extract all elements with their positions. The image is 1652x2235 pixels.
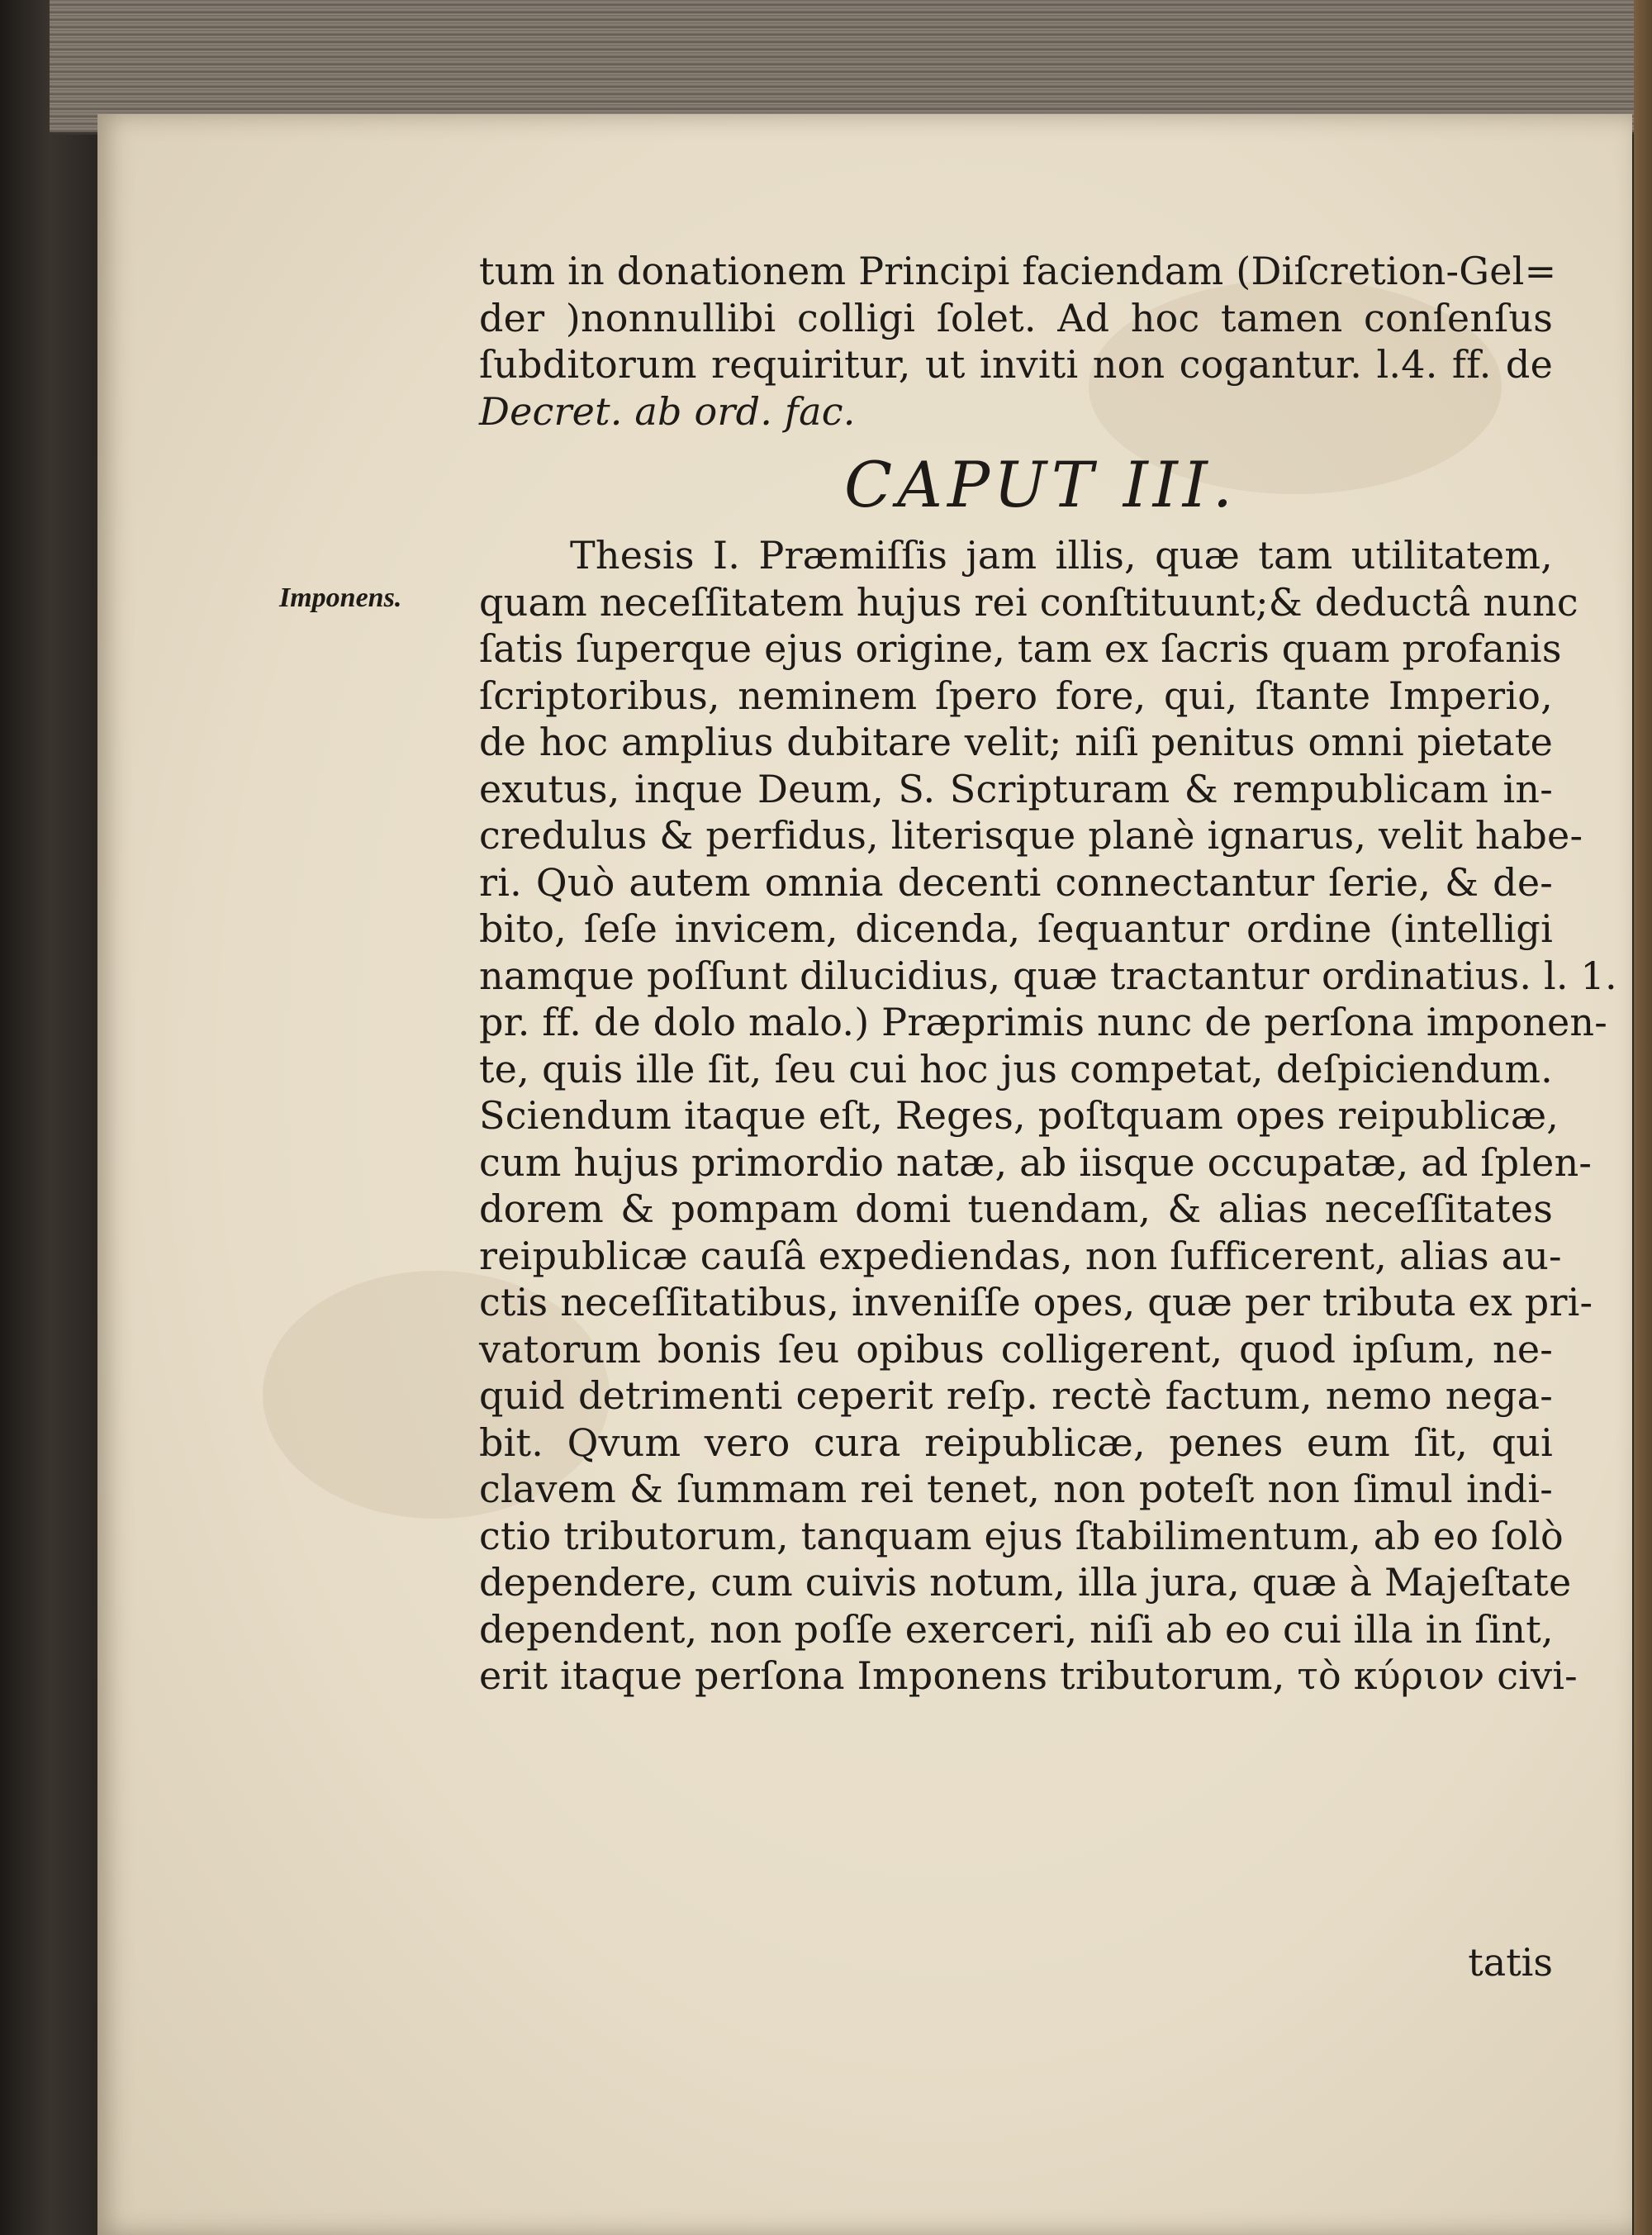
text-line: tum in donationem Principi faciendam (Diſcretion-Gel= — [479, 249, 1557, 293]
text-line: bito, ſeſe invicem, dicenda, ſequantur ordine (intelligi — [479, 906, 1553, 951]
text-line: der )nonnullibi colligi ſolet. Ad hoc tamen conſenſus — [479, 295, 1553, 340]
text-line: dependent, non poſſe exerceri, niſi ab eo cui illa in ſint, — [479, 1606, 1554, 1652]
text-line: erit itaque perſona Imponens tributorum, τὸ κύριον civi- — [479, 1653, 1578, 1698]
text-line: dependere, cum cuivis notum, illa jura, quæ à Majeſtate — [479, 1560, 1572, 1605]
text-line: Thesis I. Præmiſſis jam illis, quæ tam utilitatem, — [570, 533, 1553, 578]
text-line: Decret. ab ord. fac. — [479, 388, 856, 434]
text-line: reipublicæ cauſâ expediendas, non ſufficerent, alias au- — [479, 1233, 1562, 1278]
margin-note: Imponens. — [279, 583, 402, 613]
text-line: dorem & pompam domi tuendam, & alias neceſſitates — [479, 1186, 1553, 1231]
text-line: ſatis ſuperque ejus origine, tam ex ſacris quam profanis — [479, 626, 1562, 671]
text-line: te, quis ille ſit, ſeu cui hoc jus competat, deſpiciendum. — [479, 1046, 1553, 1091]
text-line: clavem & ſummam rei tenet, non poteſt non ſimul indi- — [479, 1467, 1553, 1511]
text-line: pr. ff. de dolo malo.) Præprimis nunc de perſona imponen- — [479, 1000, 1607, 1044]
book-binding — [0, 0, 91, 2235]
text-line: ri. Quò autem omnia decenti connectantur ſerie, & de- — [479, 859, 1553, 905]
text-line: de hoc amplius dubitare velit; niſi penitus omni pietate — [479, 720, 1553, 764]
text-line: exutus, inque Deum, S. Scripturam & rempublicam in- — [479, 766, 1553, 811]
text-line: quid detrimenti ceperit reſp. rectè factum, nemo nega- — [479, 1373, 1553, 1418]
text-line: Sciendum itaque eſt, Reges, poſtquam opes reipublicæ, — [479, 1093, 1559, 1138]
text-line: cum hujus primordio natæ, ab iisque occupatæ, ad ſplen- — [479, 1139, 1593, 1185]
text-line: credulus & perfidus, literisque planè ignarus, velit habe- — [479, 813, 1583, 858]
text-line: ſcriptoribus, neminem ſpero fore, qui, ſtante Imperio, — [479, 673, 1553, 718]
chapter-heading: CAPUT III. — [844, 448, 1237, 521]
text-line: namque poſſunt dilucidius, quæ tractantur ordinatius. l. 1. — [479, 953, 1617, 998]
catchword: tatis — [1468, 1940, 1553, 1985]
text-line: bit. Qvum vero cura reipublicæ, penes eum ſit, qui — [479, 1419, 1553, 1465]
text-line: ctio tributorum, tanquam ejus ſtabilimentum, ab eo ſolò — [479, 1513, 1564, 1558]
text-block — [479, 248, 1617, 1700]
text-line: quam neceſſitatem hujus rei conſtituunt;& deductâ nunc — [479, 579, 1578, 625]
text-line: vatorum bonis ſeu opibus colligerent, quod ipſum, ne- — [479, 1326, 1553, 1372]
book-cover-edge — [1634, 0, 1652, 2235]
text-line: ſubditorum requiritur, ut inviti non cogantur. l.4. ff. de — [479, 342, 1553, 387]
text-line: ctis neceſſitatibus, inveniſſe opes, quæ per tributa ex pri- — [479, 1280, 1593, 1324]
